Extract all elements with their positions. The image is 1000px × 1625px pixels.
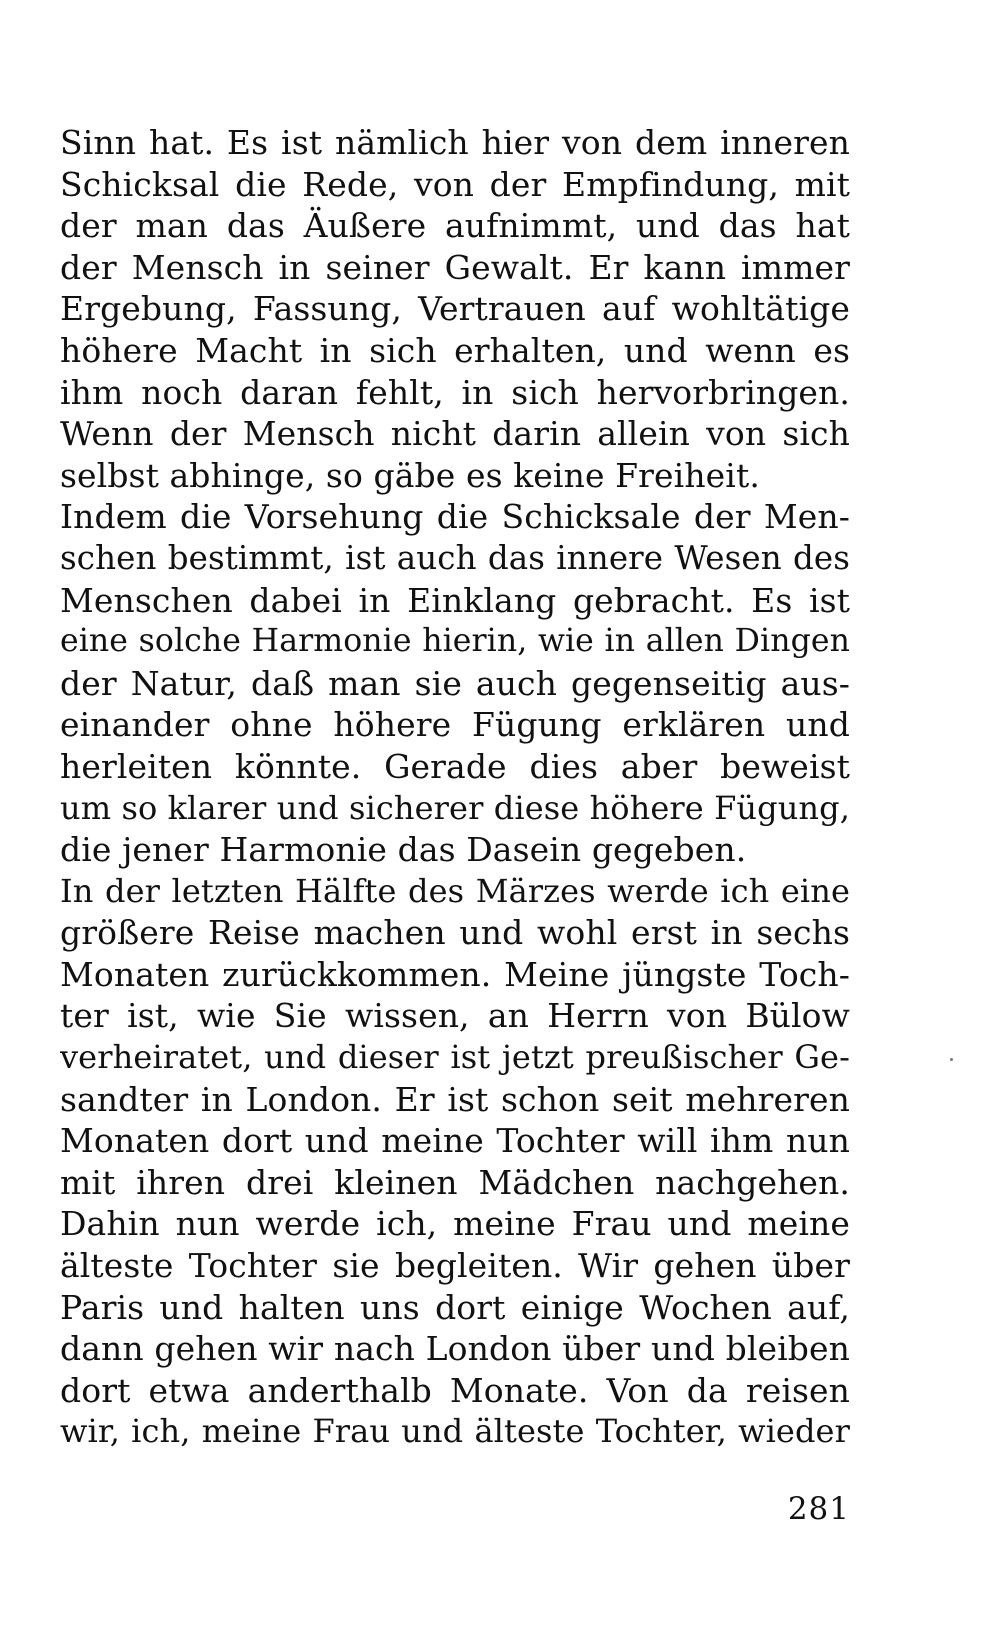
text-line: größere Reise machen und wohl erst in sechs <box>60 913 850 953</box>
text-line: In der letzten Hälfte des Märzes werde ich eine <box>60 871 850 910</box>
text-line: Wenn der Mensch nicht darin allein von sich <box>60 414 850 454</box>
text-line: Dahin nun werde ich, meine Frau und meine <box>60 1204 850 1244</box>
text-line: Schicksal die Rede, von der Empfindung, mit <box>60 164 850 204</box>
text-line: einander ohne höhere Fügung erklären und <box>60 705 850 745</box>
text-line: um so klarer und sicherer diese höhere Fügung, <box>60 788 850 827</box>
text-line: selbst abhinge, so gäbe es keine Freiheit. <box>60 455 760 495</box>
text-line: schen bestimmt, ist auch das innere Wesen des <box>60 538 850 577</box>
text-line: der Mensch in seiner Gewalt. Er kann immer <box>60 247 850 287</box>
text-line: eine solche Harmonie hierin, wie in allen Dingen <box>60 623 850 660</box>
text-line: älteste Tochter sie begleiten. Wir gehen über <box>60 1246 850 1286</box>
text-line: wir, ich, meine Frau und älteste Tochter, wieder <box>60 1412 850 1451</box>
text-line: Indem die Vorsehung die Schicksale der Men- <box>60 497 850 537</box>
text-line: ihm noch daran fehlt, in sich hervorbringen. <box>60 372 850 412</box>
text-line: die jener Harmonie das Dasein gegeben. <box>60 830 747 870</box>
text-line: herleiten könnte. Gerade dies aber beweist <box>60 746 850 786</box>
margin-mark <box>950 1058 953 1061</box>
text-line: verheiratet, und dieser ist jetzt preußischer Ge- <box>60 1038 850 1077</box>
text-line: der man das Äußere aufnimmt, und das hat <box>60 206 850 246</box>
text-line: höhere Macht in sich erhalten, und wenn es <box>60 330 850 370</box>
text-line: sandter in London. Er ist schon seit mehreren <box>60 1079 850 1119</box>
text-line: Monaten zurückkommen. Meine jüngste Toch- <box>60 954 850 994</box>
text-line: dort etwa anderthalb Monate. Von da reisen <box>60 1370 850 1410</box>
page-number: 281 <box>787 1491 850 1527</box>
text-line: ter ist, wie Sie wissen, an Herrn von Bülow <box>60 996 850 1036</box>
text-line: Monaten dort und meine Tochter will ihm nun <box>60 1121 850 1161</box>
text-line: Ergebung, Fassung, Vertrauen auf wohltätige <box>60 289 850 329</box>
text-line: Menschen dabei in Einklang gebracht. Es ist <box>60 580 850 620</box>
text-line: Paris und halten uns dort einige Wochen auf, <box>60 1287 850 1327</box>
text-line: der Natur, daß man sie auch gegenseitig aus- <box>60 663 850 703</box>
text-line: Sinn hat. Es ist nämlich hier von dem inneren <box>60 123 850 162</box>
text-line: mit ihren drei kleinen Mädchen nachgehen. <box>60 1162 850 1202</box>
body-text <box>60 122 850 1453</box>
text-line: dann gehen wir nach London über und bleiben <box>60 1329 850 1369</box>
